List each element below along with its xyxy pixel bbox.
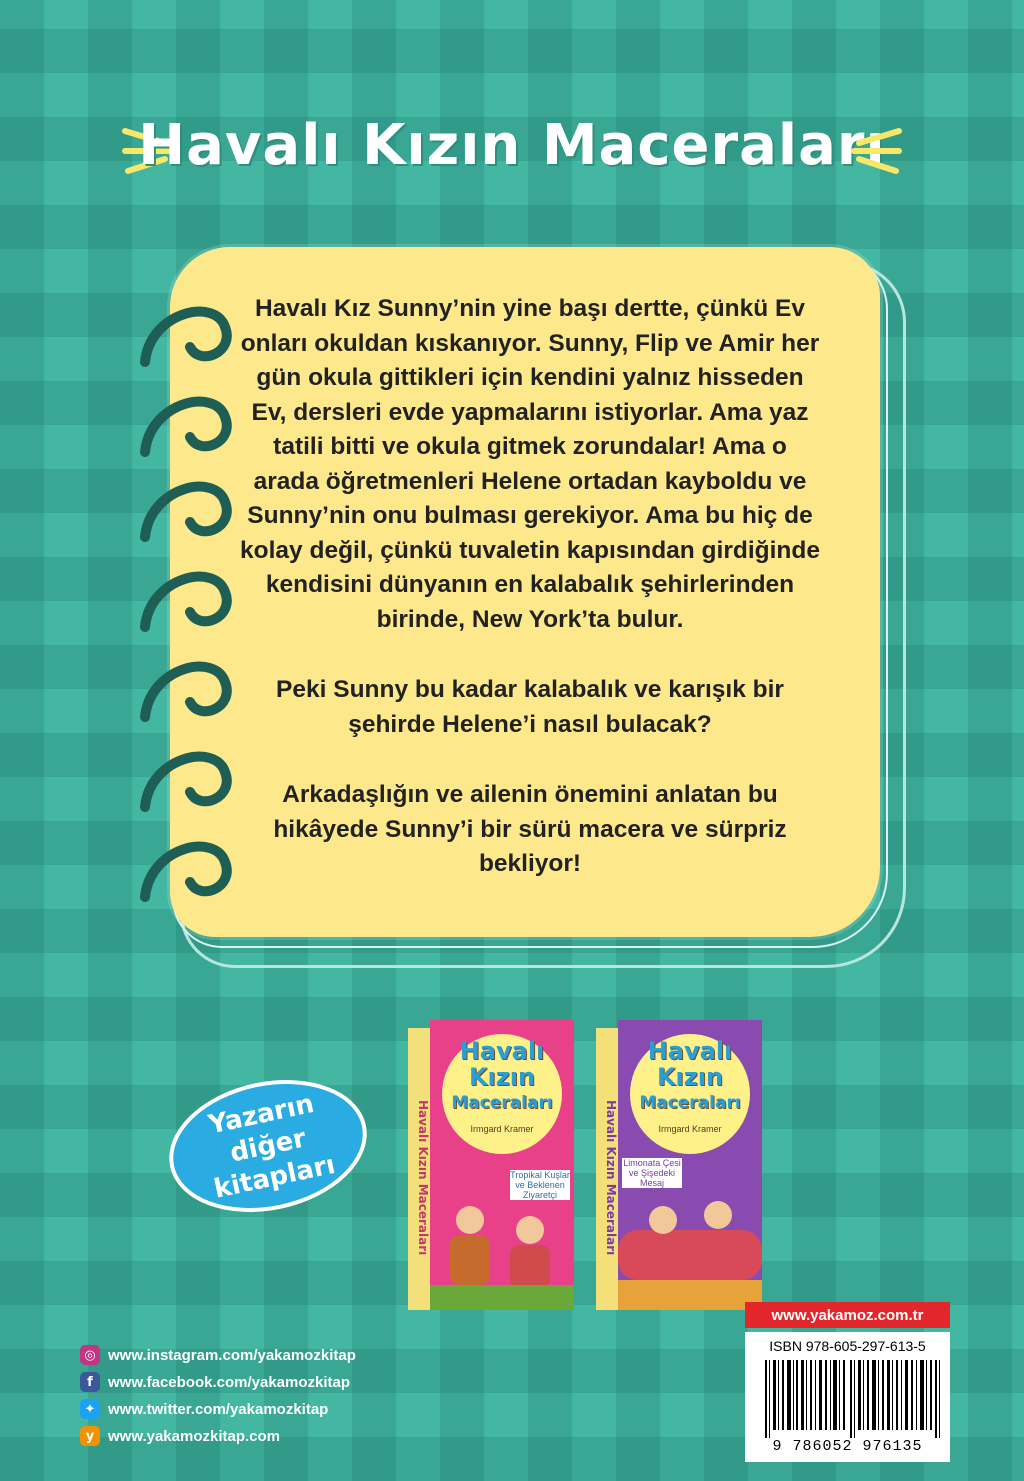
cover-title-line: Kızın <box>656 1063 724 1091</box>
cover-title-line: Havalı <box>459 1037 545 1065</box>
publisher-website[interactable]: www.yakamoz.com.tr <box>745 1302 950 1328</box>
cover-illustration <box>430 1190 574 1310</box>
social-link-facebook[interactable] <box>80 1369 500 1395</box>
book-cover-1 <box>408 1020 574 1310</box>
series-title: Havalı Kızın Maceraları <box>138 113 886 178</box>
blurb-text <box>240 292 820 918</box>
spiral-ring-icon <box>140 467 250 567</box>
book-spine-title: Havalı Kızın Maceraları <box>416 1100 430 1256</box>
blurb-paragraph: Peki Sunny bu kadar kalabalık ve karışık bir şehirde Helene’i nasıl bulacak? <box>276 676 784 738</box>
book-author: Irmgard Kramer <box>470 1124 534 1134</box>
yakamoz-icon: y <box>80 1426 100 1446</box>
isbn-label: ISBN 978-605-297-613-5 <box>769 1338 926 1354</box>
book-cover-2 <box>596 1020 762 1310</box>
spiral-ring-icon <box>140 292 250 392</box>
barcode-panel <box>745 1332 950 1462</box>
series-title-banner <box>100 95 924 205</box>
book-subtitle: Tropikal Kuşlar ve Beklenen Ziyaretçi <box>510 1170 570 1200</box>
book-subtitle: Limonata Çesi ve Şişedeki Mesaj <box>623 1158 681 1188</box>
book-spine-title: Havalı Kızın Maceraları <box>604 1100 618 1256</box>
instagram-icon: ◎ <box>80 1345 100 1365</box>
spiral-ring-icon <box>140 737 250 837</box>
book-front-cover <box>430 1020 574 1310</box>
cover-illustration <box>618 1190 762 1310</box>
barcode-icon <box>765 1360 941 1438</box>
spiral-ring-icon <box>140 827 250 927</box>
facebook-icon: f <box>80 1372 100 1392</box>
book-front-cover <box>618 1020 762 1310</box>
notebook-blurb <box>150 232 890 962</box>
cover-title-line: Maceraları <box>639 1093 741 1113</box>
book-cover-title <box>626 1038 754 1116</box>
cover-title-line: Kızın <box>468 1063 536 1091</box>
blurb-paragraph: Arkadaşlığın ve ailenin önemini anlatan bu hikâyede Sunny’i bir sürü macera ve sürpriz bekliyor! <box>273 781 787 877</box>
social-link-text: www.yakamozkitap.com <box>108 1427 281 1445</box>
social-link-instagram[interactable] <box>80 1342 500 1368</box>
social-link-text: www.facebook.com/yakamozkitap <box>108 1373 351 1391</box>
sparkle-right-icon <box>834 113 904 183</box>
other-books-badge <box>157 1063 379 1230</box>
social-link-twitter[interactable] <box>80 1396 500 1422</box>
spiral-ring-icon <box>140 557 250 657</box>
book-cover-title <box>438 1038 566 1116</box>
twitter-icon: ✦ <box>80 1399 100 1419</box>
book-spine <box>408 1028 430 1310</box>
cover-title-line: Havalı <box>647 1037 733 1065</box>
social-link-website[interactable] <box>80 1423 500 1449</box>
barcode-number: 9 786052 976135 <box>772 1438 923 1455</box>
other-books-badge-text: Yazarın diğer kitapları <box>205 1088 338 1205</box>
spiral-ring-icon <box>140 647 250 747</box>
blurb-paragraph: Havalı Kız Sunny’nin yine başı dertte, çünkü Ev onları okuldan kıskanıyor. Sunny, Flip ve Amir her gün okula gittikleri için kendini yalnız hisseden Ev, dersleri evde yapmalarını istiyorlar. Ama yaz tatili bitti ve okula gitmek zorundalar! Ama o arada öğretmenleri Helene ortadan kayboldu ve Sunny’nin onu bulması gerekiyor. Ama bu hiç de kolay değil, çünkü tuvaletin kapısından girdiğinde kendisini dünyanın en kalabalık şehirlerinden birinde, New York’ta bulur. <box>240 295 820 633</box>
social-link-text: www.instagram.com/yakamozkitap <box>108 1346 356 1364</box>
cover-title-line: Maceraları <box>451 1093 553 1113</box>
social-link-text: www.twitter.com/yakamozkitap <box>108 1400 329 1418</box>
book-author: Irmgard Kramer <box>658 1124 722 1134</box>
book-spine <box>596 1028 618 1310</box>
